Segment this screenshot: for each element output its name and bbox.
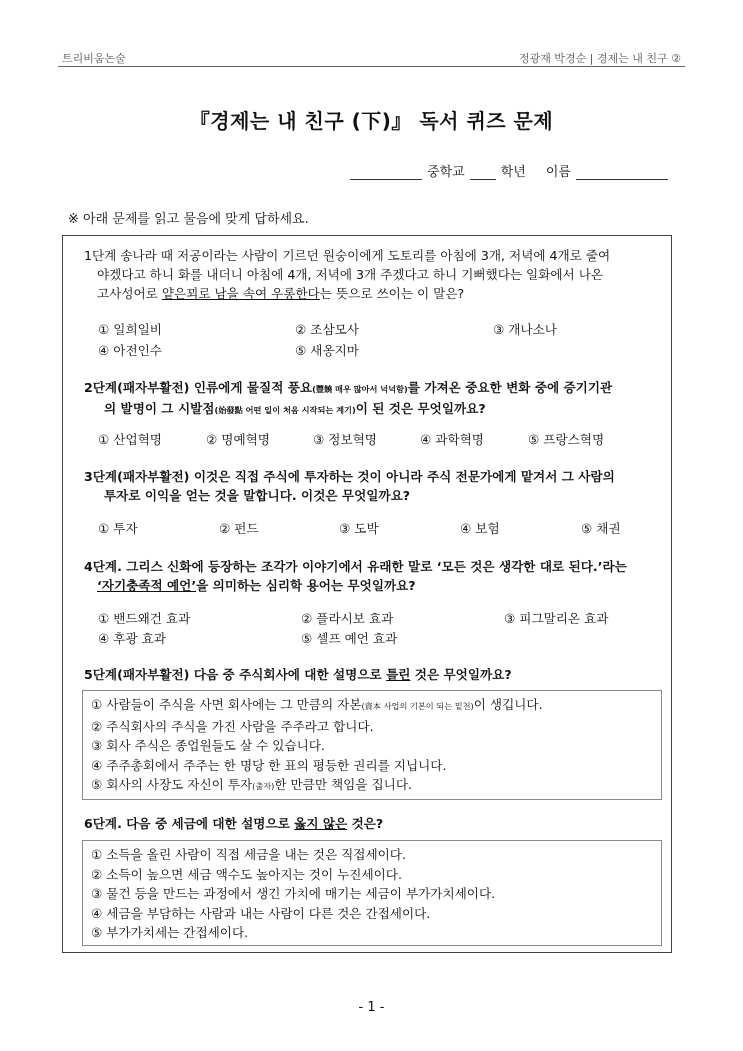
grade-blank[interactable] [470, 165, 496, 180]
q4-option[interactable]: ① 밴드왜건 효과 [98, 611, 191, 626]
name-blank[interactable] [576, 165, 668, 180]
instruction: ※ 아래 문제를 읽고 물음에 맞게 답하세요. [68, 212, 309, 227]
page-number: - 1 - [358, 1000, 385, 1015]
school-blank[interactable] [350, 165, 422, 180]
q4-option[interactable]: ④ 후광 효과 [98, 631, 166, 646]
page-title: 『경제는 내 친구 (下)』 독서 퀴즈 문제 [189, 109, 554, 133]
q6-option[interactable]: ② 소득이 높으면 세금 액수도 높아지는 것이 누진세이다. [91, 866, 402, 882]
header-divider [58, 66, 685, 67]
q1-line1: 1단계 송나라 때 저공이라는 사람이 기르던 원숭이에게 도토리를 아침에 3개, 저녁에 4개로 줄여 [84, 248, 611, 263]
q3-line2: 투자로 이익을 얻는 것을 말합니다. 이것은 무엇일까요? [104, 488, 411, 503]
q1-line2: 야겠다고 하니 화를 내더니 아침에 4개, 저녁에 3개 주겠다고 하니 기뻐했다는 일화에서 나온 [97, 267, 604, 282]
q3-option[interactable]: ⑤ 채권 [581, 521, 621, 536]
q5-stem: 5단계(패자부활전) 다음 중 주식회사에 대한 설명으로 틀린 것은 무엇일까요? [84, 667, 512, 682]
q1-line3: 고사성어로 얕은꾀로 남을 속여 우롱한다는 뜻으로 쓰이는 이 말은? [97, 286, 465, 301]
question-1 [84, 246, 666, 303]
q1-option[interactable]: ④ 아전인수 [98, 343, 162, 358]
question-6 [84, 814, 666, 833]
student-info [345, 161, 673, 180]
q3-option[interactable]: ② 펀드 [219, 521, 259, 536]
q5-option[interactable]: ⑤ 회사의 사장도 자신이 투자(출자)한 만큼만 책임을 집니다. [91, 777, 413, 793]
question-2 [84, 378, 666, 420]
q4-option[interactable]: ⑤ 셀프 예언 효과 [301, 631, 398, 646]
q4-line2: ‘자기충족적 예언’을 의미하는 심리학 용어는 무엇일까요? [97, 578, 416, 593]
question-5 [84, 665, 666, 684]
q1-option[interactable]: ② 조삼모사 [295, 322, 359, 337]
q4-line1: 4단계. 그리스 신화에 등장하는 조각가 이야기에서 유래한 말로 ‘모든 것은 생각한 대로 된다.’라는 [84, 559, 627, 574]
q3-option[interactable]: ① 투자 [98, 521, 138, 536]
grade-label: 학년 [500, 165, 526, 180]
q5-options-box [82, 690, 662, 800]
name-label: 이름 [545, 165, 571, 180]
question-3 [84, 467, 666, 505]
q2-line1: 2단계(패자부활전) 인류에게 물질적 풍요(豐饒 매우 많아서 넉넉함)를 가져온 중요한 변화 중에 증기기관 [84, 380, 613, 395]
q1-option[interactable]: ⑤ 새옹지마 [295, 343, 359, 358]
header-right: 정광재 박경순 | 경제는 내 친구 ② [518, 52, 681, 65]
q6-option[interactable]: ⑤ 부가가치세는 간접세이다. [91, 925, 249, 941]
q2-option[interactable]: ⑤ 프랑스혁명 [528, 432, 605, 447]
q2-option[interactable]: ② 명예혁명 [206, 432, 270, 447]
q6-stem: 6단계. 다음 중 세금에 대한 설명으로 옳지 않은 것은? [84, 816, 384, 831]
q1-option[interactable]: ① 일희일비 [98, 322, 162, 337]
q2-option[interactable]: ④ 과학혁명 [420, 432, 484, 447]
q3-option[interactable]: ④ 보험 [460, 521, 500, 536]
question-4 [84, 557, 666, 595]
q2-line2: 의 발명이 그 시발점(始發點 어떤 일이 처음 시작되는 계기)이 된 것은 무엇일까요? [104, 401, 486, 416]
q2-option[interactable]: ③ 정보혁명 [313, 432, 377, 447]
q5-option[interactable]: ④ 주주총회에서 주주는 한 명당 한 표의 평등한 권리를 지닙니다. [91, 757, 447, 773]
q4-option[interactable]: ③ 피그말리온 효과 [504, 611, 609, 626]
q6-option[interactable]: ① 소득을 올린 사람이 직접 세금을 내는 것은 직접세이다. [91, 847, 406, 862]
q3-option[interactable]: ③ 도박 [339, 521, 379, 536]
q3-line1: 3단계(패자부활전) 이것은 직접 주식에 투자하는 것이 아니라 주식 전문가에게 맡겨서 그 사람의 [84, 469, 615, 484]
q1-option[interactable]: ③ 개나소나 [493, 322, 557, 337]
q6-option[interactable]: ④ 세금을 부담하는 사람과 내는 사람이 다른 것은 간접세이다. [91, 905, 431, 921]
school-label: 중학교 [427, 165, 465, 180]
q5-option[interactable]: ③ 회사 주식은 종업원들도 살 수 있습니다. [91, 738, 325, 754]
q4-option[interactable]: ② 플라시보 효과 [301, 611, 394, 626]
q5-option[interactable]: ② 주식회사의 주식을 가진 사람을 주주라고 합니다. [91, 718, 374, 734]
q5-option[interactable]: ① 사람들이 주식을 사면 회사에는 그 만큼의 자본(資本 사업의 기본이 되는 밑천)이 생깁니다. [91, 697, 543, 712]
q6-options-box [82, 840, 662, 946]
q2-option[interactable]: ① 산업혁명 [98, 432, 162, 447]
q6-option[interactable]: ③ 물건 등을 만드는 과정에서 생긴 가치에 매기는 세금이 부가가치세이다. [91, 886, 496, 902]
header-left: 트리비움논술 [62, 52, 126, 65]
